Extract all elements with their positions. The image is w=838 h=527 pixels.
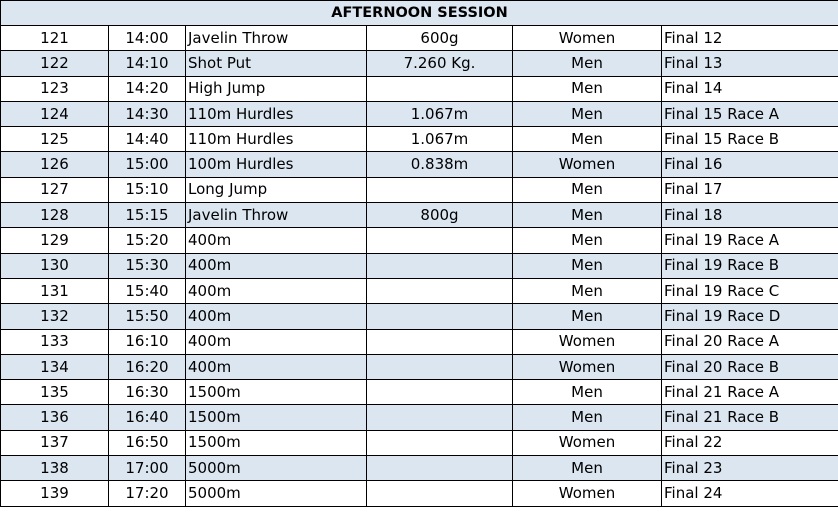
implement-spec-cell: 800g xyxy=(367,203,513,228)
time-cell: 14:10 xyxy=(109,51,186,76)
implement-spec-cell xyxy=(367,278,513,303)
implement-spec-cell xyxy=(367,405,513,430)
round-cell: Final 21 Race B xyxy=(662,405,838,430)
gender-cell: Women xyxy=(513,329,662,354)
event-name-cell: Shot Put xyxy=(186,51,367,76)
time-cell: 15:40 xyxy=(109,278,186,303)
gender-cell: Men xyxy=(513,405,662,430)
gender-cell: Men xyxy=(513,127,662,152)
round-cell: Final 13 xyxy=(662,51,838,76)
round-cell: Final 23 xyxy=(662,456,838,481)
event-number-cell: 127 xyxy=(1,177,109,202)
implement-spec-cell xyxy=(367,456,513,481)
event-name-cell: Javelin Throw xyxy=(186,26,367,51)
implement-spec-cell xyxy=(367,76,513,101)
time-cell: 16:40 xyxy=(109,405,186,430)
event-number-cell: 123 xyxy=(1,76,109,101)
time-cell: 15:50 xyxy=(109,304,186,329)
event-name-cell: Long Jump xyxy=(186,177,367,202)
event-name-cell: 400m xyxy=(186,329,367,354)
event-name-cell: 5000m xyxy=(186,481,367,506)
gender-cell: Men xyxy=(513,228,662,253)
round-cell: Final 20 Race A xyxy=(662,329,838,354)
implement-spec-cell: 7.260 Kg. xyxy=(367,51,513,76)
round-cell: Final 19 Race A xyxy=(662,228,838,253)
time-cell: 14:20 xyxy=(109,76,186,101)
table-row xyxy=(1,127,838,152)
time-cell: 16:20 xyxy=(109,354,186,379)
gender-cell: Men xyxy=(513,101,662,126)
event-name-cell: 400m xyxy=(186,304,367,329)
event-number-cell: 131 xyxy=(1,278,109,303)
round-cell: Final 19 Race C xyxy=(662,278,838,303)
event-number-cell: 139 xyxy=(1,481,109,506)
round-cell: Final 19 Race B xyxy=(662,253,838,278)
event-number-cell: 130 xyxy=(1,253,109,278)
implement-spec-cell xyxy=(367,481,513,506)
table-row xyxy=(1,152,838,177)
time-cell: 17:00 xyxy=(109,456,186,481)
round-cell: Final 24 xyxy=(662,481,838,506)
session-header-row xyxy=(1,1,838,26)
gender-cell: Men xyxy=(513,177,662,202)
time-cell: 15:30 xyxy=(109,253,186,278)
event-number-cell: 121 xyxy=(1,26,109,51)
event-name-cell: 110m Hurdles xyxy=(186,101,367,126)
gender-cell: Men xyxy=(513,380,662,405)
implement-spec-cell xyxy=(367,253,513,278)
event-number-cell: 128 xyxy=(1,203,109,228)
implement-spec-cell: 1.067m xyxy=(367,127,513,152)
gender-cell: Men xyxy=(513,76,662,101)
gender-cell: Women xyxy=(513,152,662,177)
time-cell: 15:15 xyxy=(109,203,186,228)
round-cell: Final 20 Race B xyxy=(662,354,838,379)
time-cell: 17:20 xyxy=(109,481,186,506)
table-row xyxy=(1,481,838,506)
event-name-cell: 100m Hurdles xyxy=(186,152,367,177)
event-number-cell: 135 xyxy=(1,380,109,405)
round-cell: Final 15 Race B xyxy=(662,127,838,152)
time-cell: 16:10 xyxy=(109,329,186,354)
table-row xyxy=(1,76,838,101)
event-name-cell: 110m Hurdles xyxy=(186,127,367,152)
table-row xyxy=(1,380,838,405)
event-number-cell: 125 xyxy=(1,127,109,152)
gender-cell: Men xyxy=(513,51,662,76)
event-name-cell: 1500m xyxy=(186,430,367,455)
implement-spec-cell: 1.067m xyxy=(367,101,513,126)
schedule-body xyxy=(1,26,838,507)
gender-cell: Men xyxy=(513,456,662,481)
event-name-cell: 400m xyxy=(186,253,367,278)
round-cell: Final 16 xyxy=(662,152,838,177)
round-cell: Final 18 xyxy=(662,203,838,228)
gender-cell: Women xyxy=(513,26,662,51)
event-name-cell: 400m xyxy=(186,278,367,303)
implement-spec-cell xyxy=(367,354,513,379)
implement-spec-cell: 600g xyxy=(367,26,513,51)
time-cell: 16:50 xyxy=(109,430,186,455)
table-row xyxy=(1,228,838,253)
round-cell: Final 22 xyxy=(662,430,838,455)
time-cell: 15:20 xyxy=(109,228,186,253)
implement-spec-cell xyxy=(367,304,513,329)
implement-spec-cell xyxy=(367,228,513,253)
gender-cell: Men xyxy=(513,304,662,329)
gender-cell: Women xyxy=(513,430,662,455)
implement-spec-cell xyxy=(367,177,513,202)
event-number-cell: 133 xyxy=(1,329,109,354)
time-cell: 14:30 xyxy=(109,101,186,126)
round-cell: Final 15 Race A xyxy=(662,101,838,126)
round-cell: Final 21 Race A xyxy=(662,380,838,405)
event-number-cell: 132 xyxy=(1,304,109,329)
implement-spec-cell xyxy=(367,380,513,405)
gender-cell: Women xyxy=(513,481,662,506)
time-cell: 15:00 xyxy=(109,152,186,177)
event-number-cell: 129 xyxy=(1,228,109,253)
event-number-cell: 124 xyxy=(1,101,109,126)
table-row xyxy=(1,51,838,76)
table-row xyxy=(1,456,838,481)
gender-cell: Men xyxy=(513,253,662,278)
table-row xyxy=(1,354,838,379)
table-row xyxy=(1,278,838,303)
time-cell: 14:00 xyxy=(109,26,186,51)
event-number-cell: 126 xyxy=(1,152,109,177)
table-row xyxy=(1,405,838,430)
event-name-cell: Javelin Throw xyxy=(186,203,367,228)
time-cell: 16:30 xyxy=(109,380,186,405)
table-row xyxy=(1,203,838,228)
event-name-cell: 1500m xyxy=(186,405,367,430)
round-cell: Final 14 xyxy=(662,76,838,101)
time-cell: 15:10 xyxy=(109,177,186,202)
event-number-cell: 137 xyxy=(1,430,109,455)
table-row xyxy=(1,253,838,278)
table-row xyxy=(1,329,838,354)
round-cell: Final 17 xyxy=(662,177,838,202)
event-number-cell: 122 xyxy=(1,51,109,76)
event-name-cell: High Jump xyxy=(186,76,367,101)
event-name-cell: 400m xyxy=(186,354,367,379)
event-name-cell: 1500m xyxy=(186,380,367,405)
event-name-cell: 5000m xyxy=(186,456,367,481)
table-row xyxy=(1,26,838,51)
implement-spec-cell xyxy=(367,430,513,455)
event-number-cell: 138 xyxy=(1,456,109,481)
implement-spec-cell xyxy=(367,329,513,354)
table-row xyxy=(1,430,838,455)
round-cell: Final 19 Race D xyxy=(662,304,838,329)
session-title: AFTERNOON SESSION xyxy=(1,1,838,26)
table-row xyxy=(1,177,838,202)
event-number-cell: 136 xyxy=(1,405,109,430)
event-number-cell: 134 xyxy=(1,354,109,379)
event-name-cell: 400m xyxy=(186,228,367,253)
table-row xyxy=(1,101,838,126)
table-row xyxy=(1,304,838,329)
gender-cell: Women xyxy=(513,354,662,379)
gender-cell: Men xyxy=(513,203,662,228)
round-cell: Final 12 xyxy=(662,26,838,51)
time-cell: 14:40 xyxy=(109,127,186,152)
implement-spec-cell: 0.838m xyxy=(367,152,513,177)
gender-cell: Men xyxy=(513,278,662,303)
